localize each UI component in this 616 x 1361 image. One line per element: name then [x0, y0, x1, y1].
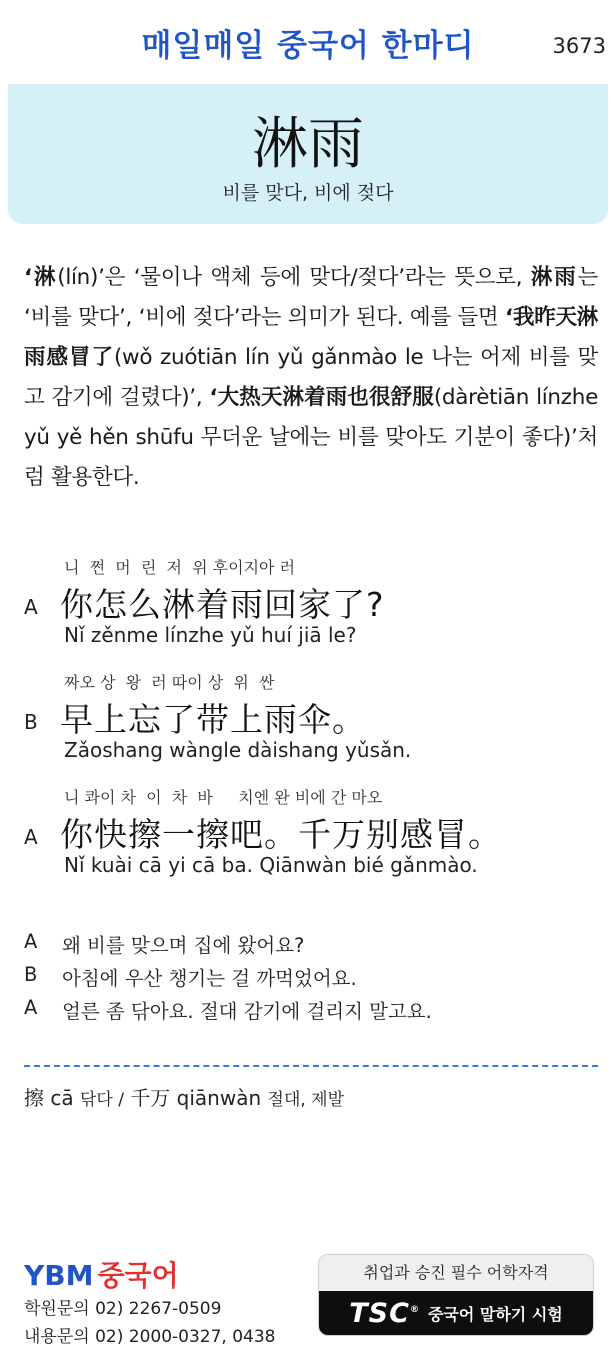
ybm-logo-kr: 중국어 — [97, 1259, 179, 1292]
speaker-label: B — [24, 710, 38, 734]
pinyin-line: Nǐ zěnme línzhe yǔ huí jiā le? — [64, 623, 357, 647]
series-title: 매일매일 중국어 한마디 — [141, 28, 475, 64]
dialogue-line — [24, 670, 604, 770]
speaker-label: B — [24, 963, 38, 986]
explanation-text-6: (wǒ zuótiān lín yǔ gǎnmào le 나는 어제 비를 맞고 감기에 걸렸다)’, — [24, 345, 599, 410]
tsc-banner[interactable] — [318, 1254, 594, 1336]
title-box — [8, 84, 608, 224]
translation-list — [24, 930, 594, 1029]
tsc-logo-text: TSC — [349, 1297, 410, 1329]
contact-content: 내용문의 02) 2000-0327, 0438 — [24, 1327, 276, 1347]
contact-academy: 학원문의 02) 2267-0509 — [24, 1299, 222, 1319]
pronunciation-ruby: 니 쩐 머 린 저 위 후이지아 러 — [64, 558, 296, 577]
explanation-bold-1: ‘淋 — [24, 265, 58, 290]
explanation-text-4: 는 ‘비를 맞다’, ‘비에 젖다’라는 의미가 된다. 예를 들면 — [24, 265, 598, 330]
vocab-meaning: 절대, 제발 — [267, 1090, 345, 1110]
speaker-label: A — [24, 595, 38, 619]
dialogue-line — [24, 555, 604, 655]
ybm-logo — [24, 1254, 276, 1294]
explanation-bold-3: 淋雨 — [530, 265, 578, 290]
translation-row — [24, 963, 594, 996]
title-hanzi: 淋雨 — [252, 112, 364, 177]
title-korean: 비를 맞다, 비에 젖다 — [222, 182, 394, 204]
explanation-bold-5: ‘我昨天淋雨感冒了 — [24, 305, 598, 370]
translation-text: 아침에 우산 챙기는 걸 까먹었어요. — [62, 967, 357, 990]
explanation-paragraph — [24, 258, 598, 498]
vocab-meaning: 닦다 / — [79, 1090, 124, 1110]
registered-mark: ® — [409, 1304, 420, 1315]
vocabulary-line — [24, 1082, 344, 1111]
vocab-word: 千万 qiānwàn — [130, 1086, 262, 1110]
ybm-logo-en: YBM — [24, 1259, 94, 1292]
chinese-sentence: 你怎么淋着雨回家了? — [60, 585, 385, 624]
tsc-bar — [319, 1291, 593, 1335]
speaker-label: A — [24, 996, 38, 1019]
header — [0, 0, 616, 84]
translation-row — [24, 996, 594, 1029]
translation-text: 왜 비를 맞으며 집에 왔어요? — [62, 934, 305, 957]
tsc-description: 중국어 말하기 시험 — [427, 1304, 563, 1324]
speaker-label: A — [24, 825, 38, 849]
dashed-divider — [24, 1065, 598, 1067]
translation-row — [24, 930, 594, 963]
vocab-word: 擦 cā — [24, 1086, 74, 1110]
speaker-label: A — [24, 930, 38, 953]
chinese-sentence: 你快擦一擦吧。千万别感冒。 — [60, 815, 502, 854]
ybm-footer — [24, 1254, 276, 1350]
explanation-text-8: (dàrètiān línzhe yǔ yě hěn shūfu 무더운 날에는 비를 맞아도 기분이 좋다)’처럼 활용한다. — [24, 385, 598, 490]
pinyin-line: Zǎoshang wàngle dàishang yǔsǎn. — [64, 738, 412, 762]
pinyin-line: Nǐ kuài cā yi cā ba. Qiānwàn bié gǎnmào. — [64, 853, 478, 877]
explanation-text-2: (lín)’은 ‘물이나 액체 등에 맞다/젖다’라는 뜻으로, — [57, 265, 531, 290]
pronunciation-ruby: 짜오 상 왕 러 따이 상 위 싼 — [64, 673, 275, 692]
chinese-sentence: 早上忘了带上雨伞。 — [60, 700, 366, 739]
issue-number: 3673 — [552, 34, 606, 58]
explanation-bold-7: ‘大热天淋着雨也很舒服 — [209, 385, 434, 410]
translation-text: 얼른 좀 닦아요. 절대 감기에 걸리지 말고요. — [62, 1000, 432, 1023]
pronunciation-ruby: 니 콰이 차 이 차 바 치엔 완 비에 간 마오 — [64, 788, 383, 807]
tsc-tagline: 취업과 승진 필수 어학자격 — [319, 1255, 593, 1291]
dialogue-line — [24, 785, 604, 885]
tsc-logo — [349, 1298, 420, 1329]
